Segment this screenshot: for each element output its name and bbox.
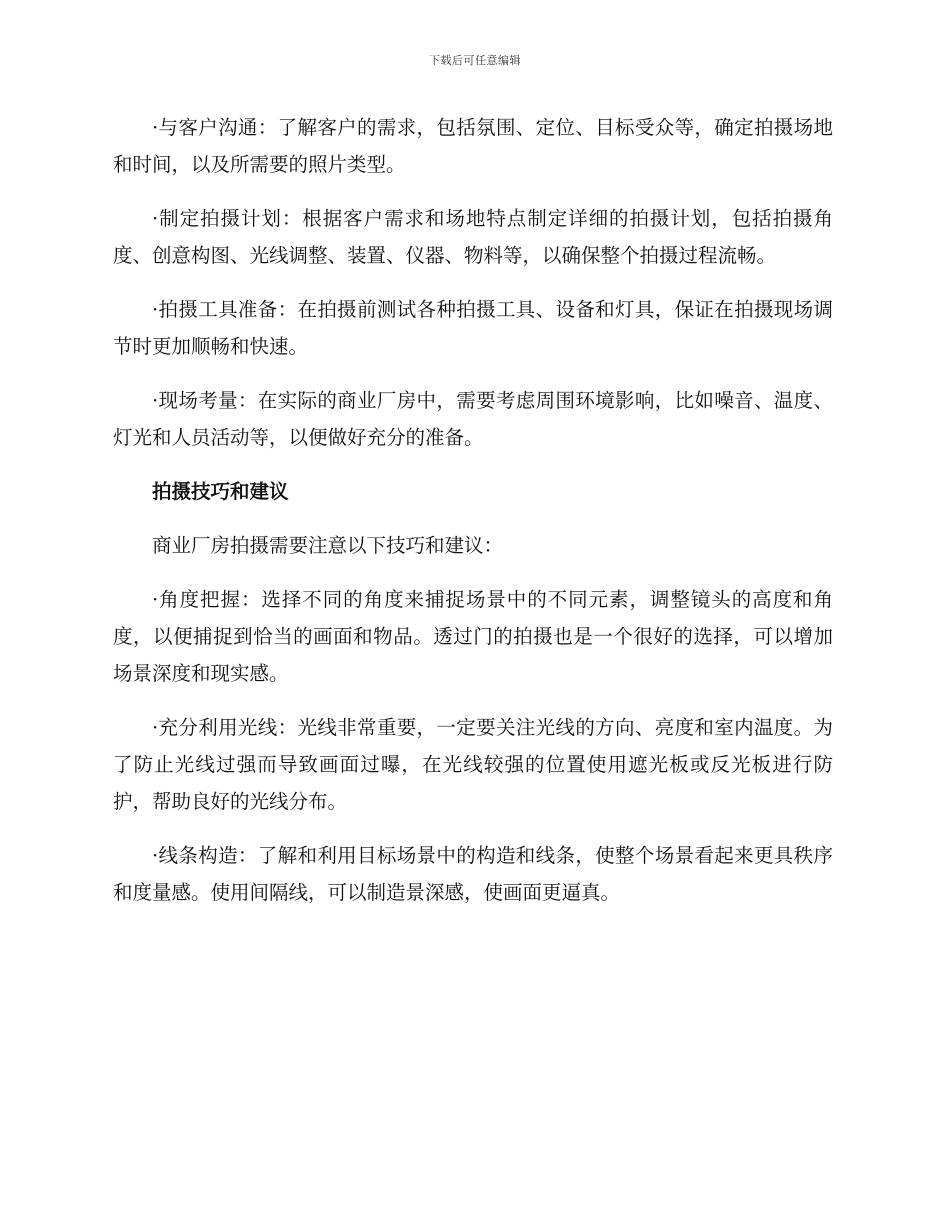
paragraph-site-considerations: ·现场考量：在实际的商业厂房中，需要考虑周围环境影响，比如噪音、温度、灯光和人员活动等，以便做好充分的准备。 bbox=[113, 389, 833, 449]
paragraph-client-communication: ·与客户沟通：了解客户的需求，包括氛围、定位、目标受众等，确定拍摄场地和时间，以及所需要的照片类型。 bbox=[113, 116, 833, 176]
section-heading: 拍摄技巧和建议 bbox=[152, 480, 289, 503]
paragraph-angle-control: ·角度把握：选择不同的角度来捕捉场景中的不同元素，调整镜头的高度和角度，以便捕捉到恰当的画面和物品。透过门的拍摄也是一个很好的选择，可以增加场景深度和现实感。 bbox=[113, 588, 833, 685]
paragraph-line-composition: ·线条构造：了解和利用目标场景中的构造和线条，使整个场景看起来更具秩序和度量感。使用间隔线，可以制造景深感，使画面更逼真。 bbox=[113, 844, 833, 904]
paragraph-lighting-use: ·充分利用光线：光线非常重要，一定要关注光线的方向、亮度和室内温度。为了防止光线过强而导致画面过曝，在光线较强的位置使用遮光板或反光板进行防护，帮助良好的光线分布。 bbox=[113, 716, 833, 813]
paragraph-tool-preparation: ·拍摄工具准备：在拍摄前测试各种拍摄工具、设备和灯具，保证在拍摄现场调节时更加顺畅和快速。 bbox=[113, 298, 833, 358]
document-body bbox=[113, 109, 833, 928]
paragraph-intro: 商业厂房拍摄需要注意以下技巧和建议： bbox=[152, 534, 504, 557]
paragraph-shooting-plan: ·制定拍摄计划：根据客户需求和场地特点制定详细的拍摄计划，包括拍摄角度、创意构图、光线调整、装置、仪器、物料等，以确保整个拍摄过程流畅。 bbox=[113, 207, 833, 267]
page-header: 下载后可任意编辑 bbox=[429, 54, 521, 67]
